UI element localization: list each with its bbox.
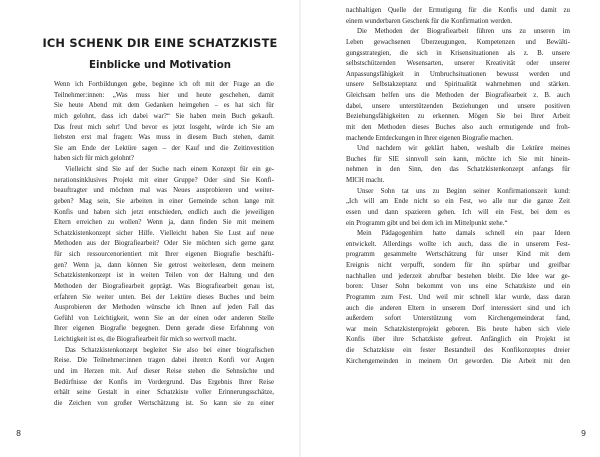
text-line: mich gelohnt, dass ich dabei war?“ Sie haben mein Buch gekauft. [54,112,274,120]
text-line: Mein Pädagogenhirn hatte damals schnell ein paar Ideen [357,230,570,238]
text-line: Die Methoden der Biografiearbeit führen uns zu unseren im [357,28,570,36]
text-line: Wenn ich Fortbildungen gebe, beginne ich oft mit der Frage an die [54,81,274,88]
text-line: selbstschützenden Wesensarten, unserer Kreativität oder unserer [346,60,570,68]
text-line: war mein Schatzkistenprojekt geboren. Bis heute haben sich viele [346,325,570,333]
text-line: einem wunderbaren Geschenk für die Konfirmation werden. [346,17,513,25]
text-line: ein Programm gibt und bei dem ich im Mittelpunkt stehe.“ [346,219,508,227]
right-body-text [346,6,570,367]
text-line: Leben gewachsenen Überzeugungen, Kompetenzen und Bewälti- [346,38,570,46]
text-line: Und nachdem wir geklärt haben, weshalb die Lektüre meines [357,145,570,153]
text-line: Vielleicht sind Sie auf der Suche nach einem Konzept für ein ge- [65,166,274,173]
text-line: Schatzkistenkonzept ist in weiten Teilen von der Haltung und den [54,272,274,280]
text-line: außerdem sofort Unterstützung vom Kirchengemeinderat fand, [346,315,570,323]
text-line: für sich ressourcenorientiert mit Ihrer eigenen Biografie beschäfti- [54,251,274,258]
text-line: Reise. Die Teilnehmer:innen tragen dabei ihren:n Konfi vor Augen [54,357,274,365]
text-line: Methoden aus der Biografiearbeit? Oder Sie möchten sich gerne ganz [54,240,274,248]
text-line: entwickelt. Allerdings wollte ich auch, dass die in unserem Fest- [346,240,570,248]
text-line: Ereignis nicht verpufft, sondern für ihn spürbar und greifbar [346,262,570,269]
text-line: essen und dann spazieren gehen. Ich will ein Fest, bei dem es [346,208,570,216]
text-line: Das Schatzkistenkonzept begleitet Sie also bei einer biografischen [65,346,274,354]
text-line: und im Herzen mit. Auf dieser Reise stehen die Sehnsüchte und [54,367,274,375]
text-line: MICH macht. [346,177,385,184]
text-line: Ausprobieren der Methoden wünsche ich Ihnen auf jeden Fall das [54,304,274,312]
text-line: auch die anderen Eltern in unserem Dorf interessiert sind und ich [346,304,570,312]
text-line: „Ich will am Ende nicht so ein Fest, wo alle nur die ganze Zeit [346,198,570,206]
text-line: unsere Selbstakzeptanz und Spiritualität wahrnehmen und stärken. [346,81,570,89]
text-line: nachhallen und jederzeit abrufbar bestehen bleibt. Die Idee war ge- [346,272,570,280]
page-number-left: 8 [16,429,22,438]
text-line: mit den Methoden dieses Buches also auch ermutigende und froh- [346,123,570,131]
text-line: die Schatzkiste ein fester Bestandteil des Konfikonzeptes dreier [346,347,570,354]
text-line: Teilnehmer:innen: „Was muss hier und heute geschehen, damit [54,91,274,99]
page-number-right: 9 [581,429,587,438]
text-line: haben sich für mich gelohnt? [54,155,134,163]
text-line: Gleichsam helfen uns die Methoden der Biografiearbeit z. B. auch [346,92,570,99]
text-line: nachhaltigen Quelle der Ermutigung für die Konfis und damit zu [346,7,570,14]
text-line: Konfis über ihre Schatzkiste gefreut. Anfänglich ein Projekt ist [346,336,570,344]
text-line: Bedürfnisse der Konfis im Vordergrund. Das Ergebnis Ihrer Reise [54,378,274,386]
text-line: beauftragter und möchten mal was Neues ausprobieren und weiter- [54,187,274,195]
text-line: liebsten erst mal fragen: Was muss in diesem Buch stehen, damit [54,134,274,142]
text-line: Gefühl von Leichtigkeit, wenn Sie an der einen oder anderen Stelle [54,314,274,322]
text-line: Buches für SIE sinnvoll sein kann, möchte ich Sie mit hinein- [346,155,570,163]
text-line: nehmen in den Sinn, den das Schatzkistenkonzept anfangs für [346,166,570,174]
text-line: Unser Sohn tat uns zu Beginn seiner Konfirmationszeit kund: [357,187,570,195]
text-line: erhält seine Gestalt in einer Schatzkiste voller Erinnerungsschätze, [54,389,274,397]
text-line: Programm zum Fest. Und weil mir schnell klar wurde, dass daran [346,293,570,301]
right-page [300,0,600,457]
text-line: Sie am Ende der Lektüre sagen – der Kauf und die Zeitinvestition [54,144,274,152]
text-line: Eltern erreichen zu wollen? Wenn ja, dann finden Sie mit meinem [54,219,274,227]
chapter-subtitle: Einblicke und Motivation [89,60,231,71]
text-line: nerationsinklusives Projekt mit einer Gruppe? Oder sind Sie Konfi- [54,176,274,184]
text-line: die Zeichen von großer Wertschätzung ist. So kann sie zu einer [54,399,274,407]
text-line: Leichtigkeit ist es, die Biografiearbeit für mich so wertvoll macht. [54,336,237,343]
text-line: programm gesammelte Wertschätzung für unser Kind mit dem [346,251,570,259]
text-line: Kirchengemeinden in meinem Ort geworden. Die Arbeit mit den [346,357,570,365]
text-line: gungsstrategien, die sich in Krisensituationen als z. B. unsere [346,49,570,57]
text-line: erfahren Sie weiter unten. Bei der Lektüre dieses Buches und beim [54,293,274,301]
chapter-title: ICH SCHENK DIR EINE SCHATZKISTE [42,36,278,50]
text-line: Anpassungsfähigkeit in Umbruchsituationen bewusst werden und [346,70,570,78]
text-line: Schatzkistenkonzept sicher Hilfe. Vielleicht haben Sie Lust auf neue [54,229,274,237]
text-line: Sie heute Abend mit dem Gedanken heimgehen – es hat sich für [54,102,274,110]
text-line: Beziehungsfähigkeiten zu erkennen. Mögen Sie bei Ihrer Arbeit [346,113,570,121]
text-line: Konfis und haben sich jetzt entschieden, endlich auch die jeweiligen [54,208,274,216]
text-line: gen? Wenn ja, dann können Sie getrost weiterlesen, denn meinem [54,261,274,269]
text-line: boren: Unser Sohn bekommt von uns eine Schatzkiste und ein [346,283,570,291]
left-body-text [54,80,274,409]
text-line: Ihrer eigenen Biografie begegnen. Denn gerade diese Erfahrung von [54,325,274,333]
text-line: Das freut mich sehr! Und bevor es jetzt losgeht, würde ich Sie am [54,123,274,131]
text-line: Methoden der Biografiearbeit geprägt. Was Biografiearbeit genau ist, [54,282,274,290]
text-line: machende Entdeckungen in Ihrer eigenen Biografie machen. [346,134,514,142]
text-line: dabei, unsere unterstützenden Beziehungen und unsere positiven [346,102,570,110]
text-line: geben? Mag sein, Sie arbeiten in einer Gemeinde schon lange mit [54,197,274,205]
